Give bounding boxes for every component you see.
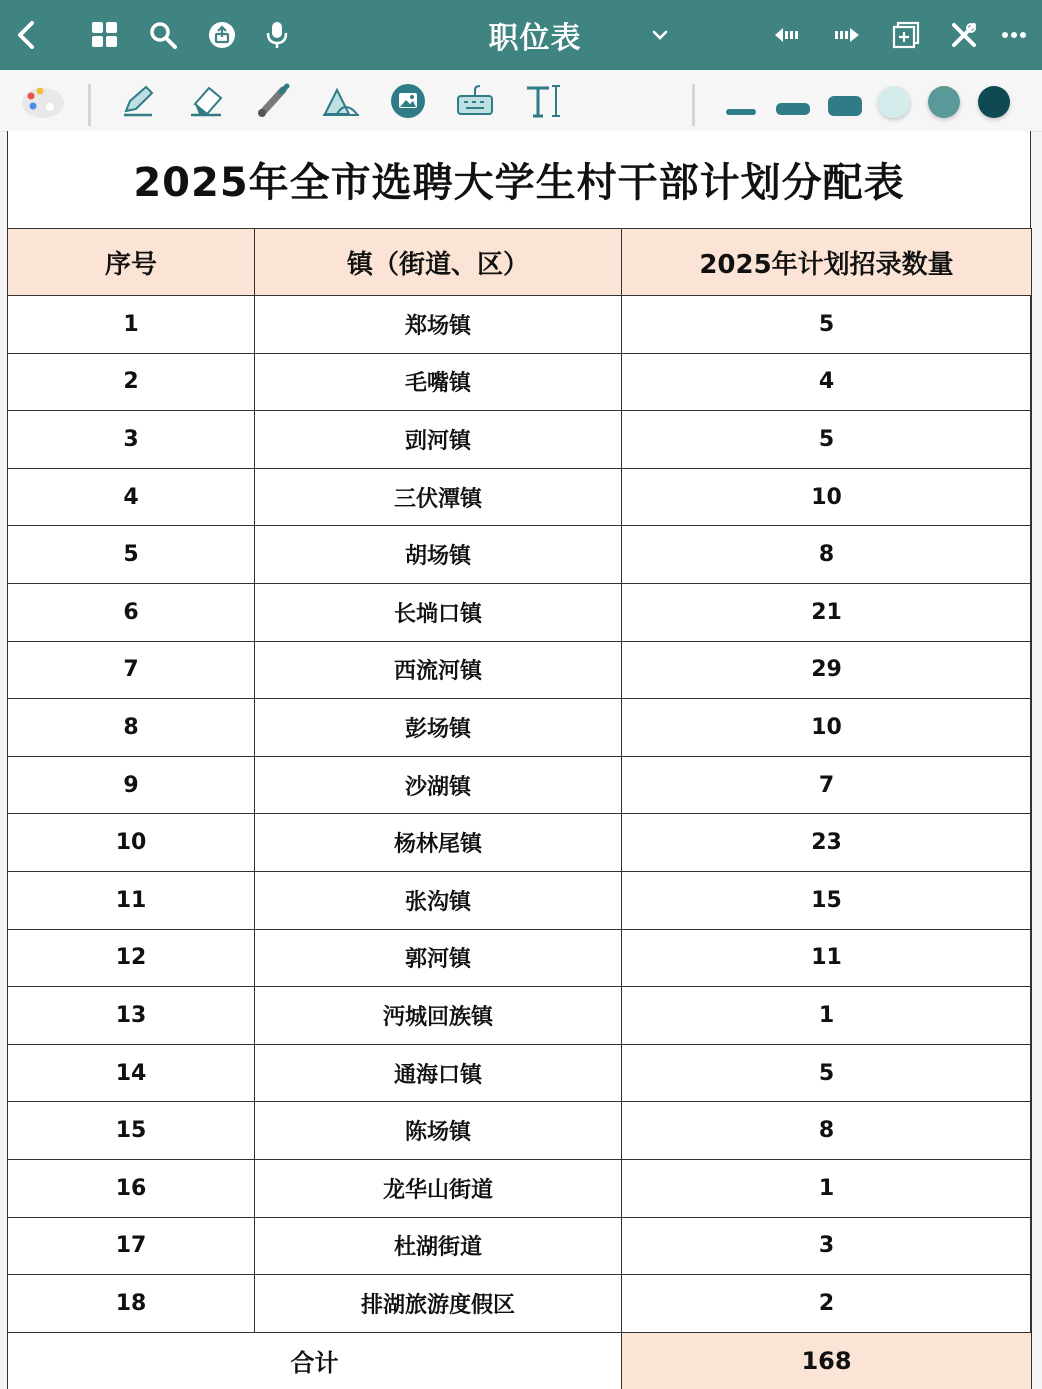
header-quota: 2025年计划招录数量 xyxy=(622,229,1032,296)
more-icon[interactable] xyxy=(992,0,1036,70)
row-town: 长埫口镇 xyxy=(255,583,622,641)
table-row xyxy=(8,871,1032,929)
share-icon[interactable] xyxy=(200,0,244,70)
tools-icon[interactable] xyxy=(942,0,986,70)
row-index: 1 xyxy=(8,296,255,354)
row-quota: 29 xyxy=(622,641,1032,699)
chevron-down-icon[interactable] xyxy=(638,0,682,70)
color-swatch-teal[interactable] xyxy=(928,86,960,118)
document-title-tab[interactable]: 职位表 xyxy=(488,21,582,56)
row-town: 杨林尾镇 xyxy=(255,814,622,872)
table-row xyxy=(8,641,1032,699)
row-town: 胡场镇 xyxy=(255,526,622,584)
row-index: 3 xyxy=(8,411,255,469)
add-page-icon[interactable] xyxy=(884,0,928,70)
table-row xyxy=(8,929,1032,987)
row-index: 15 xyxy=(8,1102,255,1160)
row-quota: 5 xyxy=(622,411,1032,469)
header-town: 镇（街道、区） xyxy=(255,229,622,296)
row-quota: 11 xyxy=(622,929,1032,987)
drawing-toolbar xyxy=(0,70,1042,132)
row-town: 陈场镇 xyxy=(255,1102,622,1160)
row-quota: 7 xyxy=(622,756,1032,814)
table-row xyxy=(8,583,1032,641)
row-index: 16 xyxy=(8,1159,255,1217)
row-index: 7 xyxy=(8,641,255,699)
row-town: 三伏潭镇 xyxy=(255,468,622,526)
row-town: 西流河镇 xyxy=(255,641,622,699)
table-row xyxy=(8,526,1032,584)
table-row xyxy=(8,756,1032,814)
table-row xyxy=(8,814,1032,872)
row-quota: 2 xyxy=(622,1275,1032,1333)
row-quota: 4 xyxy=(622,353,1032,411)
row-quota: 10 xyxy=(622,468,1032,526)
row-index: 8 xyxy=(8,699,255,757)
row-index: 17 xyxy=(8,1217,255,1275)
search-icon[interactable] xyxy=(141,0,185,70)
table-row xyxy=(8,411,1032,469)
row-town: 沔城回族镇 xyxy=(255,987,622,1045)
palette-icon[interactable] xyxy=(14,70,68,132)
table-row xyxy=(8,1159,1032,1217)
row-quota: 15 xyxy=(622,871,1032,929)
row-quota: 1 xyxy=(622,1159,1032,1217)
table-row xyxy=(8,1275,1032,1333)
row-town: 毛嘴镇 xyxy=(255,353,622,411)
table-row xyxy=(8,1044,1032,1102)
table-row xyxy=(8,987,1032,1045)
row-quota: 21 xyxy=(622,583,1032,641)
row-town: 彭场镇 xyxy=(255,699,622,757)
row-index: 11 xyxy=(8,871,255,929)
row-quota: 23 xyxy=(622,814,1032,872)
document-page xyxy=(7,131,1031,1389)
table-row xyxy=(8,1102,1032,1160)
keyboard-icon[interactable] xyxy=(452,70,498,132)
stroke-medium-option[interactable] xyxy=(776,103,810,115)
row-quota: 8 xyxy=(622,526,1032,584)
row-index: 2 xyxy=(8,353,255,411)
row-quota: 3 xyxy=(622,1217,1032,1275)
table-row xyxy=(8,296,1032,354)
row-index: 5 xyxy=(8,526,255,584)
table-title: 2025年全市选聘大学生村干部计划分配表 xyxy=(8,131,1030,229)
app-top-bar xyxy=(0,0,1042,70)
row-quota: 10 xyxy=(622,699,1032,757)
microphone-icon[interactable] xyxy=(255,0,299,70)
row-town: 通海口镇 xyxy=(255,1044,622,1102)
stroke-thick-option[interactable] xyxy=(828,96,862,116)
text-icon[interactable] xyxy=(520,70,566,132)
back-arrow-icon[interactable] xyxy=(4,0,48,70)
header-index: 序号 xyxy=(8,229,255,296)
row-town: 郑场镇 xyxy=(255,296,622,354)
total-row xyxy=(8,1332,1032,1389)
grid-icon[interactable] xyxy=(83,0,127,70)
redo-icon[interactable] xyxy=(824,0,868,70)
table-row xyxy=(8,1217,1032,1275)
total-label: 合计 xyxy=(8,1332,622,1389)
row-quota: 1 xyxy=(622,987,1032,1045)
row-index: 12 xyxy=(8,929,255,987)
image-icon[interactable] xyxy=(386,70,430,132)
row-index: 14 xyxy=(8,1044,255,1102)
stroke-thin-option[interactable] xyxy=(726,109,756,115)
allocation-table xyxy=(7,228,1032,1389)
row-index: 13 xyxy=(8,987,255,1045)
row-index: 9 xyxy=(8,756,255,814)
row-index: 18 xyxy=(8,1275,255,1333)
row-index: 10 xyxy=(8,814,255,872)
row-town: 沙湖镇 xyxy=(255,756,622,814)
row-town: 剅河镇 xyxy=(255,411,622,469)
row-quota: 5 xyxy=(622,296,1032,354)
row-town: 郭河镇 xyxy=(255,929,622,987)
row-index: 4 xyxy=(8,468,255,526)
row-town: 杜湖街道 xyxy=(255,1217,622,1275)
row-town: 张沟镇 xyxy=(255,871,622,929)
total-value: 168 xyxy=(622,1332,1032,1389)
brush-icon[interactable] xyxy=(252,70,296,132)
table-row xyxy=(8,699,1032,757)
row-town: 龙华山街道 xyxy=(255,1159,622,1217)
eraser-icon[interactable] xyxy=(184,70,228,132)
table-row xyxy=(8,353,1032,411)
row-index: 6 xyxy=(8,583,255,641)
color-swatch-light-teal[interactable] xyxy=(878,86,910,118)
undo-icon[interactable] xyxy=(766,0,810,70)
table-header-row xyxy=(8,229,1032,296)
row-quota: 8 xyxy=(622,1102,1032,1160)
row-quota: 5 xyxy=(622,1044,1032,1102)
table-row xyxy=(8,468,1032,526)
pen-icon[interactable] xyxy=(116,70,160,132)
color-swatch-dark-teal[interactable] xyxy=(978,86,1010,118)
shape-icon[interactable] xyxy=(318,70,364,132)
row-town: 排湖旅游度假区 xyxy=(255,1275,622,1333)
